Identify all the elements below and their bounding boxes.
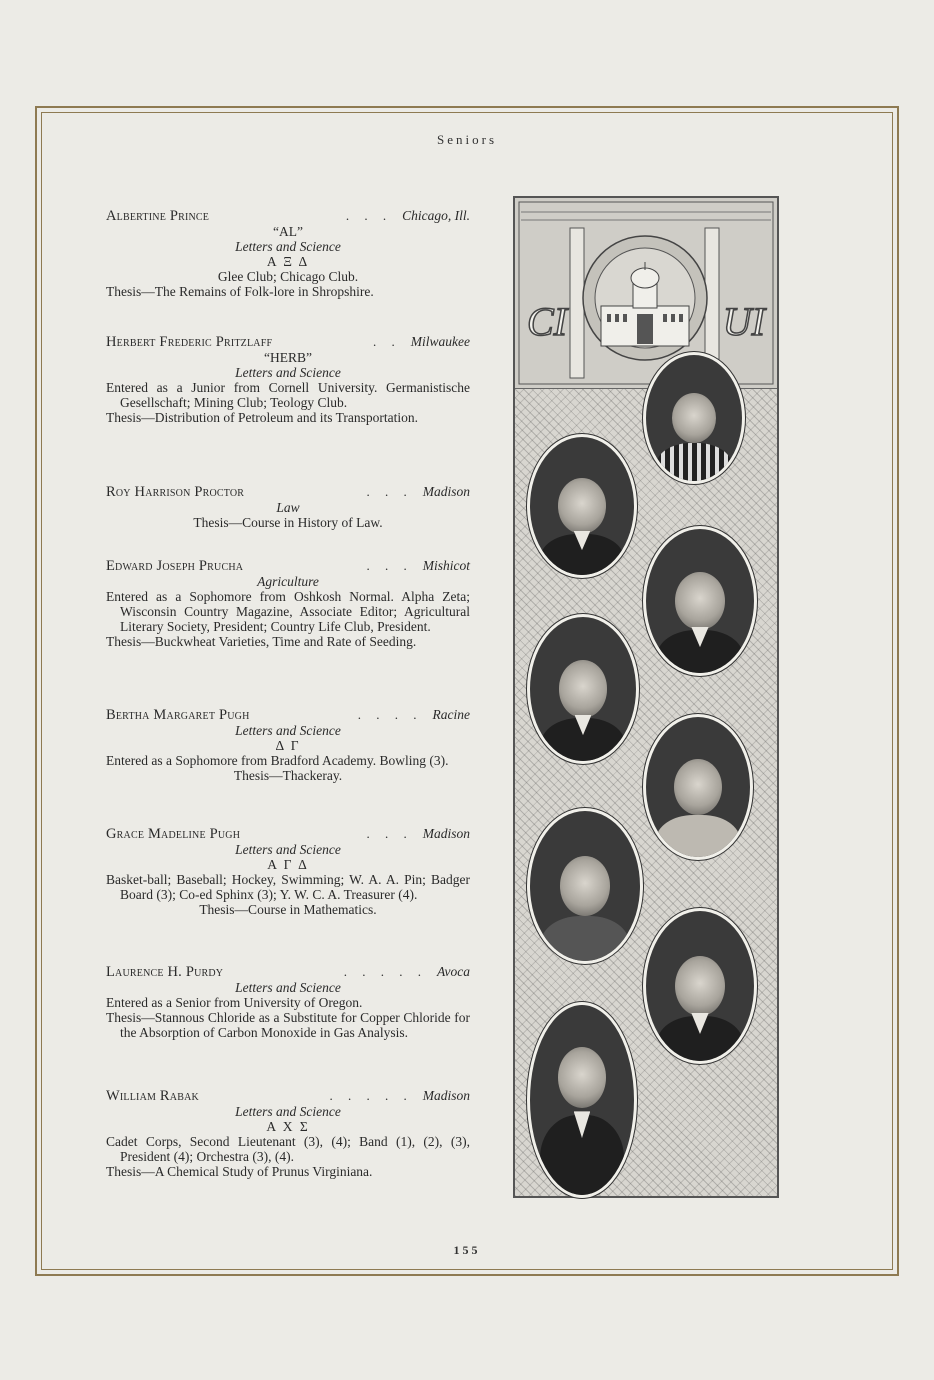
entry-name: Grace Madeline Pugh [106, 826, 241, 842]
entry-nickname: “AL” [273, 224, 303, 239]
portrait-photo [643, 908, 757, 1064]
entry-activities: Basket-ball; Baseball; Hockey, Swimming; W. A. A. Pin; Badger Board (3); Co-ed Sphinx (3); Y. W. C. A. Treasurer (4). [106, 872, 470, 902]
entry-hometown: Madison [422, 826, 470, 841]
capitol-building-illustration [515, 198, 777, 388]
entry-hometown: Racine [432, 707, 470, 722]
university-crest [515, 198, 777, 389]
entry-thesis: Thesis—Course in Mathematics. [199, 902, 377, 917]
entry-fraternity: Α Χ Σ [266, 1119, 310, 1134]
entry-dots: . . . . . [329, 1088, 413, 1103]
entry-name: Albertine Prince [106, 208, 210, 224]
portrait-photo [527, 808, 643, 964]
entry-thesis: Thesis—Stannous Chloride as a Substitute for Copper Chloride for the Absorption of Carbon Monoxide in Gas Analysis. [106, 1010, 470, 1040]
entry-thesis: Thesis—Thackeray. [233, 768, 343, 783]
entry-name: Herbert Frederic Pritzlaff [106, 334, 273, 350]
entry-college: Letters and Science [235, 842, 341, 857]
entry-laurence-purdy [106, 964, 470, 1040]
entry-college: Agriculture [257, 574, 319, 589]
entry-fraternity: Δ Γ [275, 738, 301, 753]
entry-dots: . . . [345, 208, 393, 223]
portrait-photo [527, 614, 639, 764]
portrait-photo [643, 352, 745, 484]
entry-dots: . . . [366, 826, 413, 841]
portrait-photo [527, 1002, 637, 1198]
entry-college: Letters and Science [235, 365, 341, 380]
entry-edward-prucha [106, 558, 470, 649]
entry-activities: Cadet Corps, Second Lieutenant (3), (4); Band (1), (2), (3), President (4); Orchestra (3), (4). [106, 1134, 470, 1164]
entry-activities: Entered as a Junior from Cornell University. Germanistische Gesellschaft; Mining Club; Teology Club. [106, 380, 470, 410]
entry-william-rabak [106, 1088, 470, 1179]
portrait-panel [513, 196, 779, 1198]
entry-college: Letters and Science [235, 980, 341, 995]
entry-activities: Entered as a Senior from University of Oregon. [106, 995, 363, 1010]
entry-name: Bertha Margaret Pugh [106, 707, 250, 723]
entry-college: Letters and Science [235, 1104, 341, 1119]
entry-dots: . . . . . [343, 964, 427, 979]
entry-thesis: Thesis—Distribution of Petroleum and its Transportation. [106, 410, 418, 425]
crest-right-letters: UI [722, 299, 765, 344]
entry-name: Roy Harrison Proctor [106, 484, 245, 500]
entry-college: Law [276, 500, 300, 515]
entry-name: William Rabak [106, 1088, 199, 1104]
entry-fraternity: Α Ξ Δ [266, 254, 310, 269]
entry-roy-proctor [106, 484, 470, 530]
entry-hometown: Avoca [437, 964, 470, 979]
entry-hometown: Madison [422, 484, 470, 499]
entry-albertine-prince [106, 208, 470, 299]
entry-herbert-pritzlaff [106, 334, 470, 425]
entry-name: Edward Joseph Prucha [106, 558, 244, 574]
entry-nickname: “HERB” [264, 350, 312, 365]
entry-college: Letters and Science [235, 239, 341, 254]
entry-activities: Entered as a Sophomore from Bradford Academy. Bowling (3). [106, 753, 449, 768]
portrait-photo [643, 526, 757, 676]
page-number: 155 [453, 1243, 481, 1257]
entry-college: Letters and Science [235, 723, 341, 738]
entry-dots: . . [373, 334, 401, 349]
portrait-photo [643, 714, 753, 860]
entry-thesis: Thesis—Course in History of Law. [193, 515, 383, 530]
crest-left-letters: CI [527, 299, 567, 344]
entry-dots: . . . [366, 558, 413, 573]
entry-fraternity: Α Γ Δ [267, 857, 309, 872]
entry-thesis: Thesis—The Remains of Folk-lore in Shropshire. [106, 284, 374, 299]
entry-activities: Glee Club; Chicago Club. [217, 269, 359, 284]
portrait-photo [527, 434, 637, 578]
page-header: Seniors [437, 132, 497, 147]
entry-dots: . . . . [357, 707, 423, 722]
entry-thesis: Thesis—Buckwheat Varieties, Time and Rate of Seeding. [106, 634, 417, 649]
entry-hometown: Chicago, Ill. [402, 208, 470, 223]
entry-hometown: Madison [422, 1088, 470, 1103]
entry-grace-pugh [106, 826, 470, 917]
entry-name: Laurence H. Purdy [106, 964, 224, 980]
entry-activities: Entered as a Sophomore from Oshkosh Normal. Alpha Zeta; Wisconsin Country Magazine, Associate Editor; Agricultural Literary Society, President; Country Life Club, President. [106, 589, 470, 634]
entry-hometown: Mishicot [422, 558, 470, 573]
entry-dots: . . . [366, 484, 413, 499]
entry-thesis: Thesis—A Chemical Study of Prunus Virginiana. [106, 1164, 373, 1179]
entry-hometown: Milwaukee [410, 334, 470, 349]
entry-bertha-pugh [106, 707, 470, 783]
